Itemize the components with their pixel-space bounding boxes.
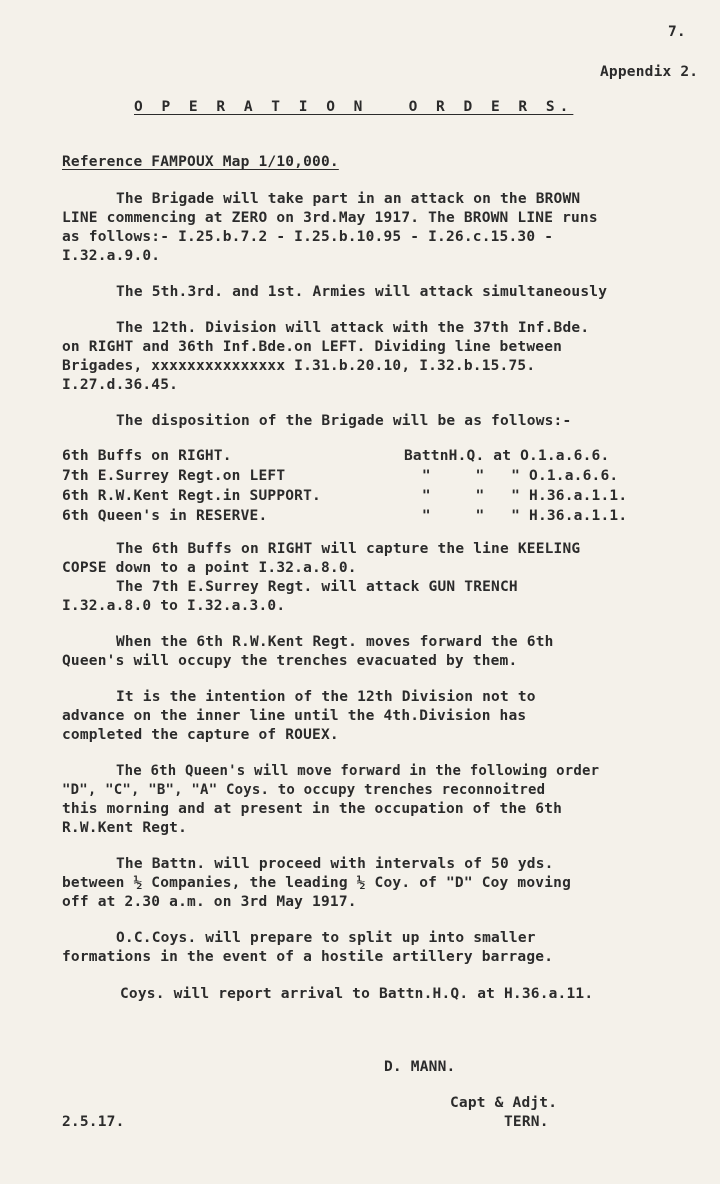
para9-line: The Battn. will proceed with intervals of 50 yds. (116, 856, 554, 872)
para1-line: The Brigade will take part in an attack on the BROWN (116, 191, 581, 207)
para3-line: on RIGHT and 36th Inf.Bde.on LEFT. Dividing line between (62, 339, 563, 355)
para7-line: completed the capture of ROUEX. (62, 727, 339, 743)
map-reference: Reference FAMPOUX Map 1/10,000. (62, 154, 339, 170)
disposition-row (62, 488, 702, 508)
document-date: 2.5.17. (62, 1114, 125, 1130)
disposition-hq: " " " H.36.a.1.1. (404, 508, 628, 524)
para2-line: The 5th.3rd. and 1st. Armies will attack simultaneously (116, 284, 608, 300)
para1-line: as follows:- I.25.b.7.2 - I.25.b.10.95 - I.26.c.15.30 - (62, 229, 554, 245)
disposition-row (62, 508, 702, 528)
disposition-row (62, 448, 702, 468)
disposition-row (62, 468, 702, 488)
disposition-hq: BattnH.Q. at O.1.a.6.6. (404, 448, 610, 464)
para8-line: "D", "C", "B", "A" Coys. to occupy trenches reconnoitred (62, 782, 546, 798)
para8-line: The 6th Queen's will move forward in the following order (116, 763, 600, 779)
disposition-unit: 6th Buffs on RIGHT. (62, 448, 232, 464)
disposition-unit: 7th E.Surrey Regt.on LEFT (62, 468, 286, 484)
para6-line: Queen's will occupy the trenches evacuated by them. (62, 653, 518, 669)
para7-line: It is the intention of the 12th Division not to (116, 689, 536, 705)
para11-line: Coys. will report arrival to Battn.H.Q. at H.36.a.11. (120, 986, 594, 1002)
page-number: 7. (668, 24, 686, 40)
para4-line: The disposition of the Brigade will be as follows:- (116, 413, 572, 429)
signature-name: D. MANN. (384, 1059, 456, 1075)
para1-line: LINE commencing at ZERO on 3rd.May 1917. The BROWN LINE runs (62, 210, 598, 226)
para10-line: formations in the event of a hostile artillery barrage. (62, 949, 554, 965)
signature-rank: Capt & Adjt. (450, 1095, 558, 1111)
signature-unit: TERN. (504, 1114, 549, 1130)
para5-line: The 7th E.Surrey Regt. will attack GUN TRENCH (116, 579, 518, 595)
para5-line: The 6th Buffs on RIGHT will capture the line KEELING (116, 541, 581, 557)
para9-line: off at 2.30 a.m. on 3rd May 1917. (62, 894, 357, 910)
para10-line: O.C.Coys. will prepare to split up into smaller (116, 930, 536, 946)
para5-line: COPSE down to a point I.32.a.8.0. (62, 560, 357, 576)
para8-line: this morning and at present in the occupation of the 6th (62, 801, 563, 817)
para8-line: R.W.Kent Regt. (62, 820, 188, 836)
disposition-unit: 6th Queen's in RESERVE. (62, 508, 268, 524)
para7-line: advance on the inner line until the 4th.Division has (62, 708, 527, 724)
para3-line: I.27.d.36.45. (62, 377, 179, 393)
para5-line: I.32.a.8.0 to I.32.a.3.0. (62, 598, 286, 614)
para9-line: between ½ Companies, the leading ½ Coy. of "D" Coy moving (62, 875, 571, 891)
para6-line: When the 6th R.W.Kent Regt. moves forward the 6th (116, 634, 554, 650)
disposition-hq: " " " O.1.a.6.6. (404, 468, 619, 484)
document-title: O P E R A T I O N O R D E R S. (134, 99, 574, 115)
disposition-table (62, 448, 702, 528)
appendix-label: Appendix 2. (600, 64, 699, 80)
para3-line: The 12th. Division will attack with the 37th Inf.Bde. (116, 320, 590, 336)
disposition-hq: " " " H.36.a.1.1. (404, 488, 628, 504)
disposition-unit: 6th R.W.Kent Regt.in SUPPORT. (62, 488, 321, 504)
para3-line: Brigades, xxxxxxxxxxxxxxx I.31.b.20.10, I.32.b.15.75. (62, 358, 536, 374)
para1-line: I.32.a.9.0. (62, 248, 161, 264)
